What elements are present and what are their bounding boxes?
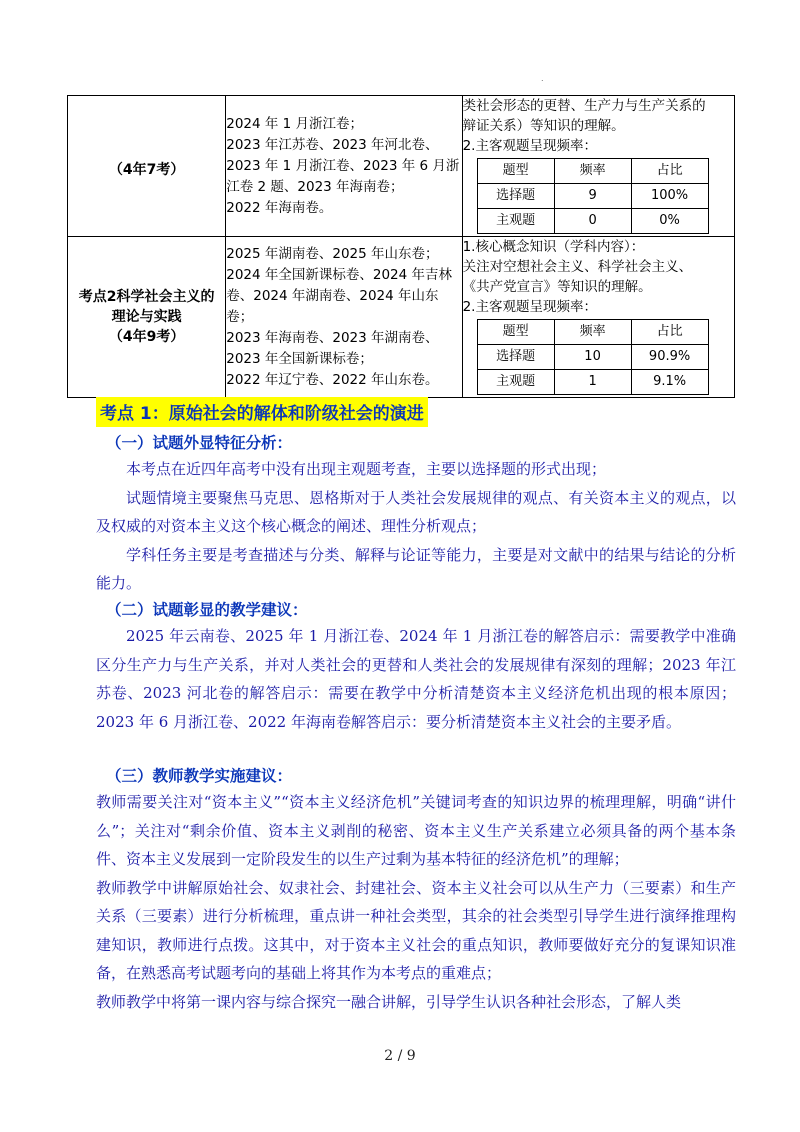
table-cell: 9	[554, 184, 631, 209]
exam-topic-table	[67, 95, 735, 398]
header-cell: 占比	[631, 320, 708, 345]
paragraph: 学科任务主要是考查描述与分类、解释与论证等能力，主要是对文献中的结果与结论的分析能力。	[96, 545, 736, 592]
years-line: 江卷 2 题、2023 年海南卷；	[226, 178, 404, 195]
paragraph: 2025 年云南卷、2025 年 1 月浙江卷、2024 年 1 月浙江卷的解答启示：需要教学中准确区分生产力与生产关系，并对人类社会的更替和人类社会的发展规律有深刻的理解；2023 年江苏卷、2023 河北卷的解答启示：需要在教学中分析清楚资本主义经济危机出现的根本原因；2023 年 6 月浙江卷、2022 年海南卷解答启示：要分析清楚资本主义社会的主要矛盾。	[96, 627, 736, 731]
years-cell	[226, 237, 462, 398]
info-line: 《共产党宣言》等知识的理解。	[462, 279, 652, 295]
header-cell: 频率	[554, 159, 631, 184]
topic-cell	[68, 237, 226, 398]
table-row	[477, 320, 708, 345]
years-cell	[226, 96, 462, 237]
paragraph: 教师需要关注对“资本主义”“资本主义经济危机”关键词考查的知识边界的梳理理解，明确“讲什么”；关注对“剩余价值、资本主义剥削的秘密、资本主义生产关系建立必须具备的两个基本条件、资本主义发展到一定阶段发生的以生产过剩为基本特征的经济危机”的理解；	[96, 793, 736, 868]
topic-line: （4年9考）	[108, 329, 185, 345]
paragraph: 教师教学中讲解原始社会、奴隶社会、封建社会、资本主义社会可以从生产力（三要素）和生产关系（三要素）进行分析梳理，重点讲一种社会类型，其余的社会类型引导学生进行演绎推理构建知识，教师进行点拨。这其中，对于资本主义社会的重点知识，教师要做好充分的复课知识准备，在熟悉高考试题考向的基础上将其作为本考点的重难点；	[96, 878, 736, 982]
table-row	[477, 370, 708, 395]
frequency-table	[477, 158, 709, 234]
table-cell: 100%	[631, 184, 708, 209]
info-line: 辩证关系）等知识的理解。	[462, 118, 625, 134]
info-line: 2.主客观题呈现频率：	[462, 299, 597, 315]
info-line: 1.核心概念知识（学科内容）：	[462, 239, 645, 255]
info-line: 2.主客观题呈现频率：	[462, 138, 597, 154]
page-number: 2 / 9	[384, 1048, 416, 1064]
header-cell: 题型	[477, 159, 554, 184]
subsection-body	[96, 455, 736, 598]
table-row	[68, 96, 735, 237]
topic-line: （4年7考）	[108, 162, 185, 178]
subsection-body	[96, 788, 736, 1016]
years-line: 2023 年江苏卷、2023 年河北卷、	[226, 136, 439, 153]
table-row	[477, 209, 708, 234]
table-cell: 选择题	[477, 184, 554, 209]
topic-line: 理论与实践	[111, 309, 182, 325]
paragraph: 本考点在近四年高考中没有出现主观题考查，主要以选择题的形式出现；	[126, 460, 607, 478]
table-cell: 9.1%	[631, 370, 708, 395]
topic-cell	[68, 96, 226, 237]
header-cell: 占比	[631, 159, 708, 184]
section-title: 考点 1：原始社会的解体和阶级社会的演进	[96, 397, 428, 427]
corner-marker: .	[541, 74, 544, 83]
years-line: 2024 年全国新课标卷、2024 年吉林	[226, 266, 453, 283]
years-line: 2022 年海南卷。	[226, 199, 333, 216]
subsection-heading: （二）试题彰显的教学建议：	[106, 601, 308, 619]
years-line: 2024 年 1 月浙江卷；	[226, 115, 364, 132]
table-row	[477, 159, 708, 184]
years-line: 2022 年辽宁卷、2022 年山东卷。	[226, 371, 439, 388]
table-cell: 主观题	[477, 370, 554, 395]
years-line: 卷；	[226, 308, 254, 325]
years-line: 2025 年湖南卷、2025 年山东卷；	[226, 245, 439, 262]
paragraph: 教师教学中将第一课内容与综合探究一融合讲解，引导学生认识各种社会形态，了解人类	[96, 992, 682, 1011]
frequency-table	[477, 319, 709, 395]
table-cell: 0	[554, 209, 631, 234]
info-line: 类社会形态的更替、生产力与生产关系的	[462, 98, 706, 114]
table-cell: 主观题	[477, 209, 554, 234]
header-cell: 频率	[554, 320, 631, 345]
subsection-heading: （一）试题外显特征分析：	[106, 434, 293, 452]
table-cell: 0%	[631, 209, 708, 234]
years-line: 2023 年全国新课标卷；	[226, 350, 373, 367]
years-line: 卷、2024 年湖南卷、2024 年山东	[226, 287, 439, 304]
info-line: 关注对空想社会主义、科学社会主义、	[462, 259, 693, 275]
table-row	[68, 237, 735, 398]
subsection-body	[96, 622, 736, 736]
topic-line: 考点2科学社会主义的	[78, 289, 215, 305]
years-line: 2023 年 1 月浙江卷、2023 年 6 月浙	[226, 157, 460, 174]
info-cell	[462, 96, 734, 237]
table-cell: 10	[554, 345, 631, 370]
years-line: 2023 年海南卷、2023 年湖南卷、	[226, 329, 439, 346]
info-cell	[462, 237, 734, 398]
table-row	[477, 184, 708, 209]
subsection-heading: （三）教师教学实施建议：	[106, 767, 293, 785]
header-cell: 题型	[477, 320, 554, 345]
table-cell: 1	[554, 370, 631, 395]
table-row	[477, 345, 708, 370]
paragraph: 试题情境主要聚焦马克思、恩格斯对于人类社会发展规律的观点、有关资本主义的观点，以及权威的对资本主义这个核心概念的阐述、理性分析观点；	[96, 488, 736, 535]
table-cell: 90.9%	[631, 345, 708, 370]
table-cell: 选择题	[477, 345, 554, 370]
